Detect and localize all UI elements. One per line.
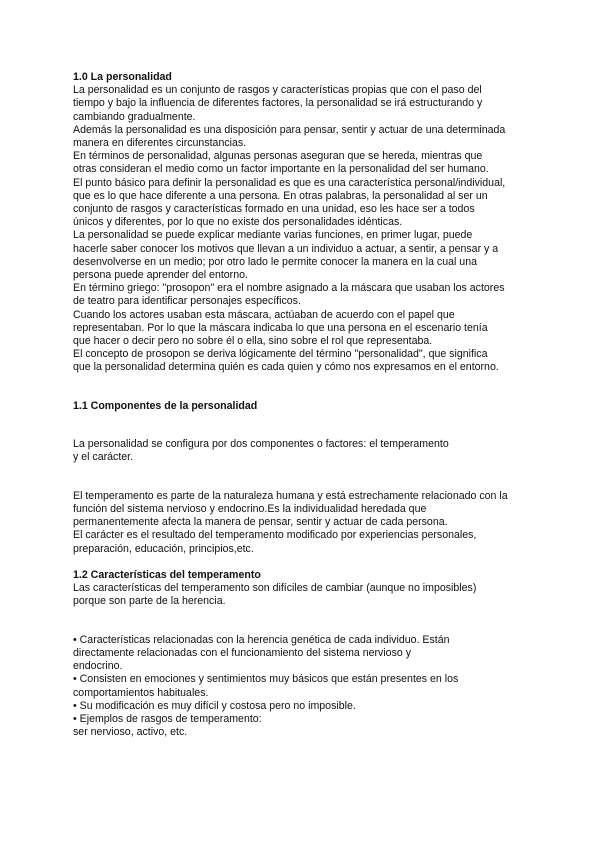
text-line: permanentemente afecta la manera de pensar, sentir y actuar de cada persona. — [73, 516, 448, 529]
text-line: preparación, educación, principios,etc. — [73, 542, 254, 555]
text-line: que la personalidad determina quién es cada quien y cómo nos expresamos en el entorno. — [73, 361, 499, 374]
list-item: comportamientos habituales. — [73, 686, 209, 699]
text-line: función del sistema nervioso y endocrino.Es la individualidad heredada que — [73, 503, 427, 516]
spacer — [73, 388, 533, 400]
spacer — [73, 375, 533, 388]
text-line: representaban. Por lo que la máscara indicaba lo que una persona en el escenario tenía — [73, 321, 488, 334]
text-line: La personalidad es un conjunto de rasgos y características propias que con el paso del — [73, 84, 482, 97]
section-personalidad-text — [73, 84, 533, 374]
list-item: ser nervioso, activo, etc. — [73, 726, 188, 739]
spacer — [73, 622, 533, 634]
text-line: Además la personalidad es una disposición para pensar, sentir y actuar de una determinada — [73, 123, 506, 136]
spacer — [73, 413, 533, 426]
text-line: El punto básico para definir la personalidad es que es una característica personal/individual, — [73, 176, 506, 189]
text-line: de teatro para identificar personajes específicos. — [73, 295, 301, 308]
text-line: manera en diferentes circunstancias. — [73, 137, 247, 150]
section-heading-personalidad: 1.0 La personalidad — [73, 71, 172, 83]
text-line: desenvolverse en un medio; por otro lado le permite conocer la manera en la cual una — [73, 255, 477, 268]
text-line: El concepto de prosopon se deriva lógicamente del término "personalidad", que significa — [73, 348, 488, 361]
section-heading-caracteristicas: 1.2 Características del temperamento — [73, 569, 261, 582]
spacer — [73, 478, 533, 490]
text-line: cambiando gradualmente. — [73, 110, 196, 123]
section-heading-componentes: 1.1 Componentes de la personalidad — [73, 399, 258, 412]
spacer — [73, 426, 533, 438]
componentes-paragraph-2 — [73, 490, 533, 556]
text-line: En término griego: "prosopon" era el nombre asignado a la máscara que usaban los actores — [73, 282, 505, 295]
list-item: endocrino. — [73, 660, 123, 673]
text-line: La personalidad se configura por dos componentes o factores: el temperamento — [73, 438, 449, 451]
list-item: • Su modificación es muy difícil y costosa pero no imposible. — [73, 699, 356, 712]
text-line: La personalidad se puede explicar mediante varias funciones, en primer lugar, puede — [73, 229, 473, 242]
text-line: Las características del temperamento son difíciles de cambiar (aunque no imposibles) — [73, 582, 477, 595]
list-item: directamente relacionadas con el funcionamiento del sistema nervioso y — [73, 647, 412, 660]
text-line: que hacer o decir pero no sobre él o ella, sino sobre el rol que representaba. — [73, 335, 433, 348]
text-line: En términos de personalidad, algunas personas aseguran que se hereda, mientras que — [73, 150, 483, 163]
spacer — [73, 465, 533, 478]
componentes-paragraph-1 — [73, 438, 533, 464]
list-item: • Ejemplos de rasgos de temperamento: — [73, 713, 262, 726]
text-line: porque son parte de la herencia. — [73, 595, 226, 608]
caracteristicas-bullet-list — [73, 634, 533, 740]
caracteristicas-intro — [73, 582, 533, 608]
document-body — [73, 71, 533, 739]
text-line: Cuando los actores usaban esta máscara, actúaban de acuerdo con el papel que — [73, 308, 455, 321]
text-line: que es lo que hace diferente a una persona. En otras palabras, la personalidad al ser un — [73, 189, 488, 202]
text-line: tiempo y bajo la influencia de diferentes factores, la personalidad se irá estructurando y — [73, 97, 483, 110]
list-item: • Consisten en emociones y sentimientos muy básicos que están presentes en los — [73, 673, 459, 686]
text-line: otras consideran el medio como un factor importante en la personalidad del ser humano. — [73, 163, 489, 176]
text-line: hacerle saber conocer los motivos que llevan a un individuo a actuar, a sentir, a pensar y a — [73, 242, 499, 255]
text-line: únicos y diferentes, por lo que no existe dos personalidades idénticas. — [73, 216, 403, 229]
text-line: conjunto de rasgos y características formado en una unidad, eso les hace ser a todos — [73, 203, 475, 216]
spacer — [73, 556, 533, 569]
text-line: y el carácter. — [73, 451, 134, 464]
text-line: persona puede aprender del entorno. — [73, 269, 248, 282]
text-line: El carácter es el resultado del temperamento modificado por experiencias personales, — [73, 529, 477, 542]
text-line: El temperamento es parte de la naturaleza humana y está estrechamente relacionado con la — [73, 489, 508, 502]
spacer — [73, 609, 533, 622]
list-item: • Características relacionadas con la herencia genética de cada individuo. Están — [73, 633, 450, 646]
